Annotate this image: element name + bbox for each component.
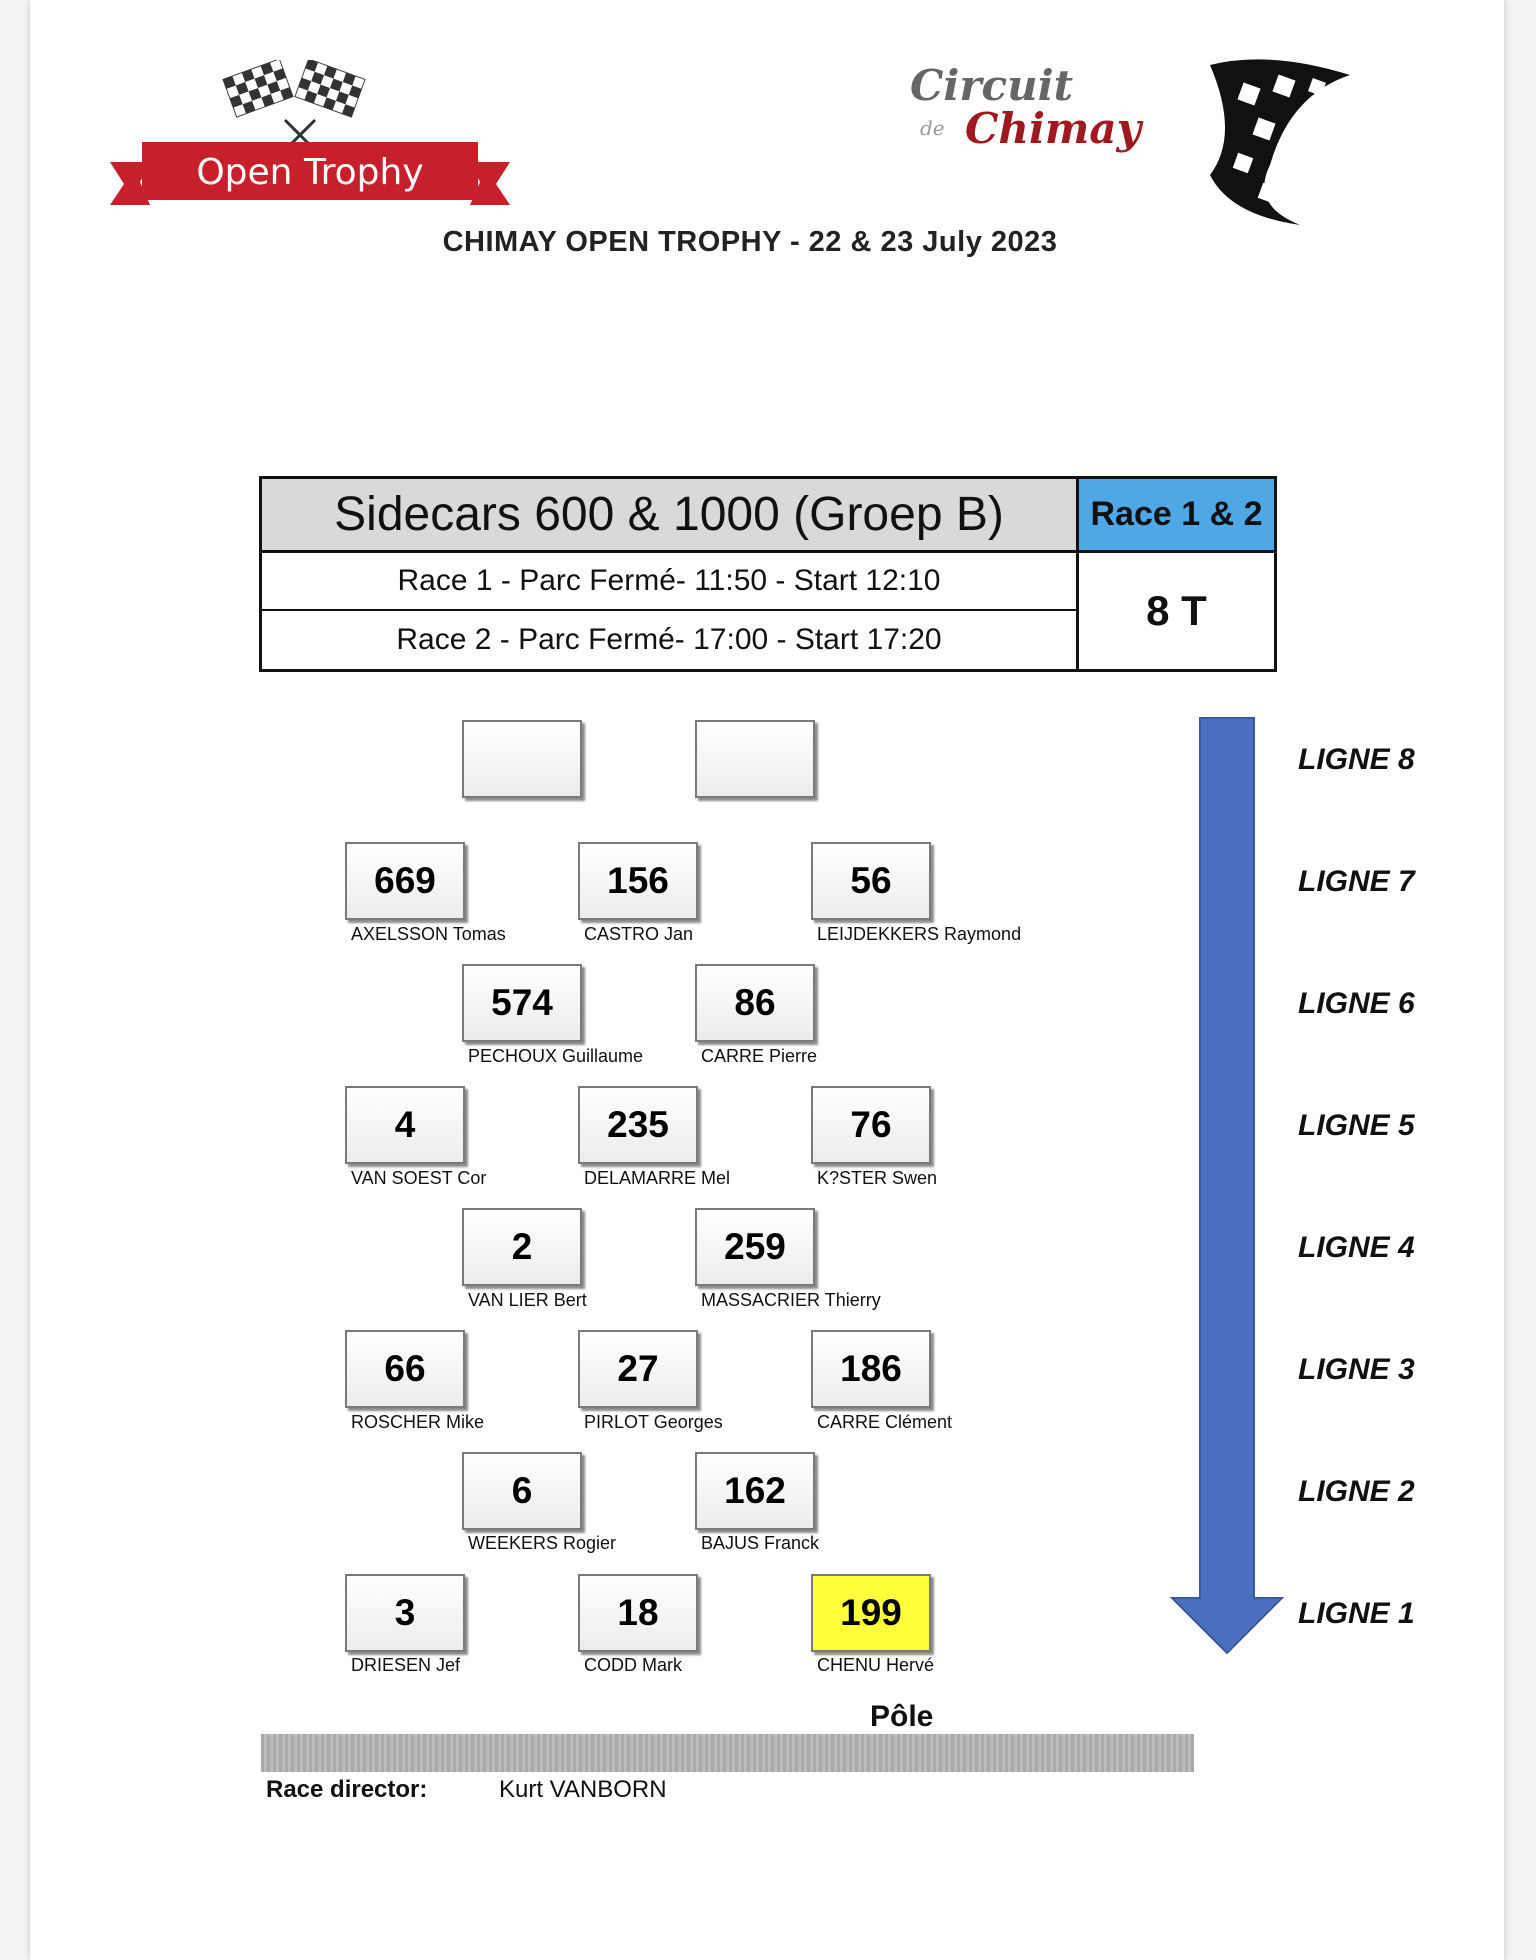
svg-text:Open Trophy: Open Trophy (196, 152, 424, 193)
grid-slot-number: 186 (811, 1330, 931, 1408)
grid-slot-number: 86 (695, 964, 815, 1042)
rider-name: K?STER Swen (817, 1168, 938, 1188)
grid-slot-number: 27 (578, 1330, 698, 1408)
checkered-flag-icon (1210, 59, 1350, 225)
rider-name: AXELSSON Tomas (351, 924, 506, 944)
ligne-label: LIGNE 8 (1298, 743, 1415, 776)
rider-name: DRIESEN Jef (351, 1655, 461, 1675)
document-page (30, 0, 1504, 1960)
grid-slot-number: 2 (462, 1208, 582, 1286)
race-info-table (259, 476, 1277, 672)
laps-count: 8 T (1146, 587, 1207, 634)
ligne-label: LIGNE 1 (1298, 1597, 1415, 1630)
grid-slot-number: 259 (695, 1208, 815, 1286)
rider-name: CARRE Pierre (701, 1046, 818, 1066)
start-line-bar (261, 1734, 1194, 1772)
grid-slot-number: 18 (578, 1574, 698, 1652)
rider-name: BAJUS Franck (701, 1533, 820, 1553)
rider-name: LEIJDEKKERS Raymond (817, 924, 1022, 944)
grid-slot-number: 66 (345, 1330, 465, 1408)
race-badge: Race 1 & 2 (1079, 479, 1274, 553)
ligne-label: LIGNE 3 (1298, 1353, 1415, 1386)
race2-schedule: Race 2 - Parc Fermé- 17:00 - Start 17:20 (262, 611, 1079, 669)
rider-name: PECHOUX Guillaume (468, 1046, 644, 1066)
rider-name: PIRLOT Georges (584, 1412, 723, 1432)
rider-name: DELAMARRE Mel (584, 1168, 731, 1188)
svg-text:Circuit: Circuit (910, 61, 1073, 110)
ligne-label: LIGNE 4 (1298, 1231, 1415, 1264)
start-direction-arrow-icon (1170, 716, 1284, 1656)
circuit-de-chimay-logo (910, 55, 1360, 230)
category-title: Sidecars 600 & 1000 (Groep B) (262, 479, 1079, 553)
grid-slot-number: 4 (345, 1086, 465, 1164)
rider-name: CARRE Clément (817, 1412, 953, 1432)
grid-slot-number: 235 (578, 1086, 698, 1164)
grid-slot-number: 6 (462, 1452, 582, 1530)
ligne-label: LIGNE 5 (1298, 1109, 1415, 1142)
rider-name: CHENU Hervé (817, 1655, 935, 1675)
race-director-name: Kurt VANBORN (499, 1776, 667, 1803)
ligne-label: LIGNE 2 (1298, 1475, 1415, 1508)
grid-slot-number: 3 (345, 1574, 465, 1652)
rider-name: ROSCHER Mike (351, 1412, 485, 1432)
rider-name: WEEKERS Rogier (468, 1533, 617, 1553)
svg-text:de: de (920, 116, 945, 140)
rider-name: MASSACRIER Thierry (701, 1290, 881, 1310)
rider-name: VAN SOEST Cor (351, 1168, 487, 1188)
grid-slot-number: 574 (462, 964, 582, 1042)
svg-text:Chimay: Chimay (965, 104, 1141, 153)
open-trophy-logo (110, 60, 510, 210)
grid-slot-number: 56 (811, 842, 931, 920)
grid-slot-number: 162 (695, 1452, 815, 1530)
race-director-label: Race director: (266, 1776, 428, 1803)
ligne-label: LIGNE 7 (1298, 865, 1415, 898)
event-title: CHIMAY OPEN TROPHY - 22 & 23 July 2023 (442, 226, 1058, 258)
pole-position-slot: 199 (811, 1574, 931, 1652)
checkered-flags-icon (223, 60, 365, 150)
grid-slot-empty (462, 720, 582, 798)
grid-slot-empty (695, 720, 815, 798)
pole-label: Pôle (870, 1700, 934, 1733)
rider-name: VAN LIER Bert (468, 1290, 587, 1310)
grid-slot-number: 76 (811, 1086, 931, 1164)
ligne-label: LIGNE 6 (1298, 987, 1415, 1020)
grid-slot-number: 156 (578, 842, 698, 920)
grid-slot-number: 669 (345, 842, 465, 920)
race1-schedule: Race 1 - Parc Fermé- 11:50 - Start 12:10 (262, 553, 1079, 611)
rider-name: CASTRO Jan (584, 924, 694, 944)
rider-name: CODD Mark (584, 1655, 682, 1675)
